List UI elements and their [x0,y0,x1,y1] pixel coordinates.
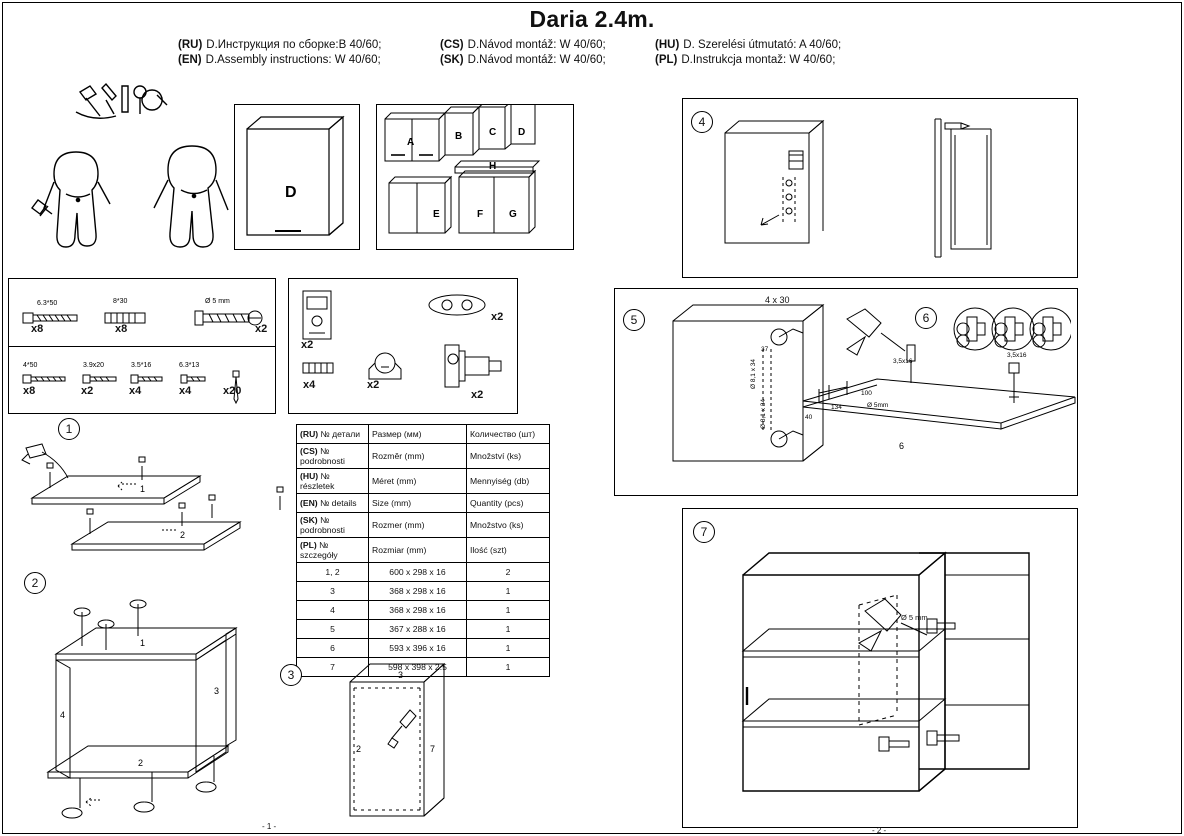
step-2-diagram [30,570,280,822]
step-badge-4: 4 [691,111,713,133]
col2: Размер (мм) [369,425,467,444]
col3: Množství (ks) [467,444,550,469]
col1: № детали [320,429,361,439]
col1: № details [320,498,357,508]
col2: Méret (mm) [369,469,467,494]
svg-text:6.3*50: 6.3*50 [37,300,58,307]
col2: Size (mm) [369,494,467,513]
table-row [297,582,550,601]
table-row [297,494,550,513]
step-badge-7: 7 [693,521,715,543]
part-size: 598 x 398 x 2.5 [369,658,467,677]
svg-text:H: H [489,161,497,172]
svg-text:4*50: 4*50 [23,362,38,369]
svg-text:C: C [489,127,497,138]
table-row [297,538,550,563]
kitchen-overview [376,104,574,250]
svg-text:Ø 8,1 x 34: Ø 8,1 x 34 [750,359,757,389]
lang-text-sk: D.Návod montáž: W 40/60; [467,54,606,66]
part-no: 4 [297,601,369,620]
table-row [297,563,550,582]
step-badge-6: 6 [915,307,937,329]
part-qty: 1 [467,601,550,620]
col3: Množstvo (ks) [467,513,550,538]
svg-text:100: 100 [861,390,872,397]
hw-qty-3920: x2 [81,385,94,397]
part-qty: 1 [467,639,550,658]
step-badge-5: 5 [623,309,645,331]
col3: Количество (шт) [467,425,550,444]
table-row [297,620,550,639]
lang-text-ru: D.Инструкция по сборке:B 40/60; [206,39,382,51]
col2: Rozměr (mm) [369,444,467,469]
hw-qty-cam: x2 [255,323,268,335]
hw-qty-830: x8 [115,323,128,335]
part-qty: 1 [467,620,550,639]
lang-cs [440,38,655,53]
hw-qty-3516: x4 [129,385,142,397]
svg-text:3,5x16: 3,5x16 [893,358,913,365]
col2: Rozmer (mm) [369,513,467,538]
fitting-qty-handle: x2 [301,339,314,351]
svg-text:3.5*16: 3.5*16 [131,362,152,369]
lang-code: (HU) [300,471,319,481]
part-no: 3 [297,582,369,601]
lang-text-cs: D.Návod montáž: W 40/60; [467,39,606,51]
part-qty: 1 [467,658,550,677]
step7-dim-label: Ø 5 mm [901,613,928,622]
lang-code: (PL) [300,540,317,550]
svg-text:3,5x16: 3,5x16 [1007,352,1027,359]
svg-text:37: 37 [761,346,769,353]
table-row [297,444,550,469]
step-badge-3: 3 [280,664,302,686]
fitting-qty-camplate: x2 [367,379,380,391]
lang-code: (SK) [300,515,318,525]
step4-screw-label: 4 x 30 [765,295,790,305]
cabinet-d-drawing [234,104,360,250]
fittings-list [288,278,518,414]
lang-ru [178,38,440,53]
table-row [297,425,550,444]
svg-text:2: 2 [356,744,362,754]
svg-text:3.9x20: 3.9x20 [83,362,105,369]
hw-qty-6350: x8 [31,323,44,335]
col3: Quantity (pcs) [467,494,550,513]
lang-text-pl: D.Instrukcja montaž: W 40/60; [681,54,836,66]
part-no: 1, 2 [297,563,369,582]
lang-code-cs: (CS) [440,39,464,51]
step-badge-1: 1 [58,418,80,440]
svg-text:B: B [455,131,463,142]
svg-text:D: D [285,184,297,201]
svg-text:3: 3 [398,670,404,680]
step-7-box [682,508,1078,828]
svg-text:40: 40 [805,414,813,421]
fitting-qty-hinge: x2 [471,389,484,401]
lang-text-en: D.Assembly instructions: W 40/60; [205,54,381,66]
part-size: 368 x 298 x 16 [369,601,467,620]
part-size: 367 x 288 x 16 [369,620,467,639]
table-row [297,513,550,538]
fitting-qty-dowel: x4 [303,379,316,391]
svg-text:1: 1 [140,484,146,494]
col1: № szczegóły [300,540,338,560]
language-header [178,38,1008,68]
lang-code-hu: (HU) [655,39,680,51]
svg-text:1: 1 [140,638,146,648]
col3: Ilość (szt) [467,538,550,563]
assemblers-illustration [18,78,230,268]
part-no: 5 [297,620,369,639]
hardware-list [8,278,276,414]
parts-table [296,424,550,677]
svg-text:7: 7 [430,744,436,754]
lang-code-sk: (SK) [440,54,464,66]
svg-text:A: A [407,137,415,148]
svg-text:D: D [518,127,526,138]
part-no: 7 [297,658,369,677]
svg-text:4: 4 [60,710,66,720]
language-row-1 [178,38,1008,53]
svg-text:3: 3 [214,686,220,696]
svg-text:8*30: 8*30 [113,298,128,305]
svg-text:Ø 8,1 x 34: Ø 8,1 x 34 [760,399,767,429]
step-5-6-box [614,288,1078,496]
col2: Rozmiar (mm) [369,538,467,563]
svg-text:Ø 5mm: Ø 5mm [867,402,889,409]
svg-text:Ø 5 mm: Ø 5 mm [205,298,230,305]
step-4-box [682,98,1078,305]
lang-text-hu: D. Szerelési útmutató: A 40/60; [683,39,842,51]
table-row [297,469,550,494]
part-qty: 2 [467,563,550,582]
table-row [297,601,550,620]
step-3-diagram [342,652,462,828]
col1: № podrobnosti [300,446,345,466]
page-number-1: - 1 - [262,822,277,831]
lang-code-pl: (PL) [655,54,678,66]
lang-en [178,53,440,68]
hw-qty-6313: x4 [179,385,192,397]
svg-text:134: 134 [831,404,842,411]
fitting-qty-caps: x2 [491,311,504,323]
lang-sk [440,53,655,68]
hinge-detail-circles [953,299,1071,359]
lang-code: (CS) [300,446,318,456]
col1: № részletek [300,471,335,491]
part-no: 6 [297,639,369,658]
lang-code-en: (EN) [178,54,202,66]
hw-qty-450: x8 [23,385,36,397]
lang-code: (EN) [300,498,318,508]
lang-code: (RU) [300,429,319,439]
part-size: 593 x 396 x 16 [369,639,467,658]
hw-qty-nail: x20 [223,385,242,397]
svg-text:G: G [509,209,517,220]
svg-text:6.3*13: 6.3*13 [179,362,200,369]
svg-text:E: E [433,209,440,220]
svg-text:F: F [477,209,484,220]
svg-text:2: 2 [180,530,186,540]
page-title: Daria 2.4m. [529,6,655,32]
svg-text:2: 2 [138,758,144,768]
part-size: 368 x 298 x 16 [369,582,467,601]
language-row-2 [178,53,1008,68]
svg-text:6: 6 [899,441,905,451]
lang-hu [655,38,915,53]
col3: Mennyiség (db) [467,469,550,494]
lang-code-ru: (RU) [178,39,203,51]
part-size: 600 x 298 x 16 [369,563,467,582]
step-1-diagram [12,440,294,570]
page-number-2: - 2 - [872,826,887,835]
col1: № podrobnosti [300,515,345,535]
part-qty: 1 [467,582,550,601]
step-badge-2: 2 [24,572,46,594]
lang-pl [655,53,915,68]
